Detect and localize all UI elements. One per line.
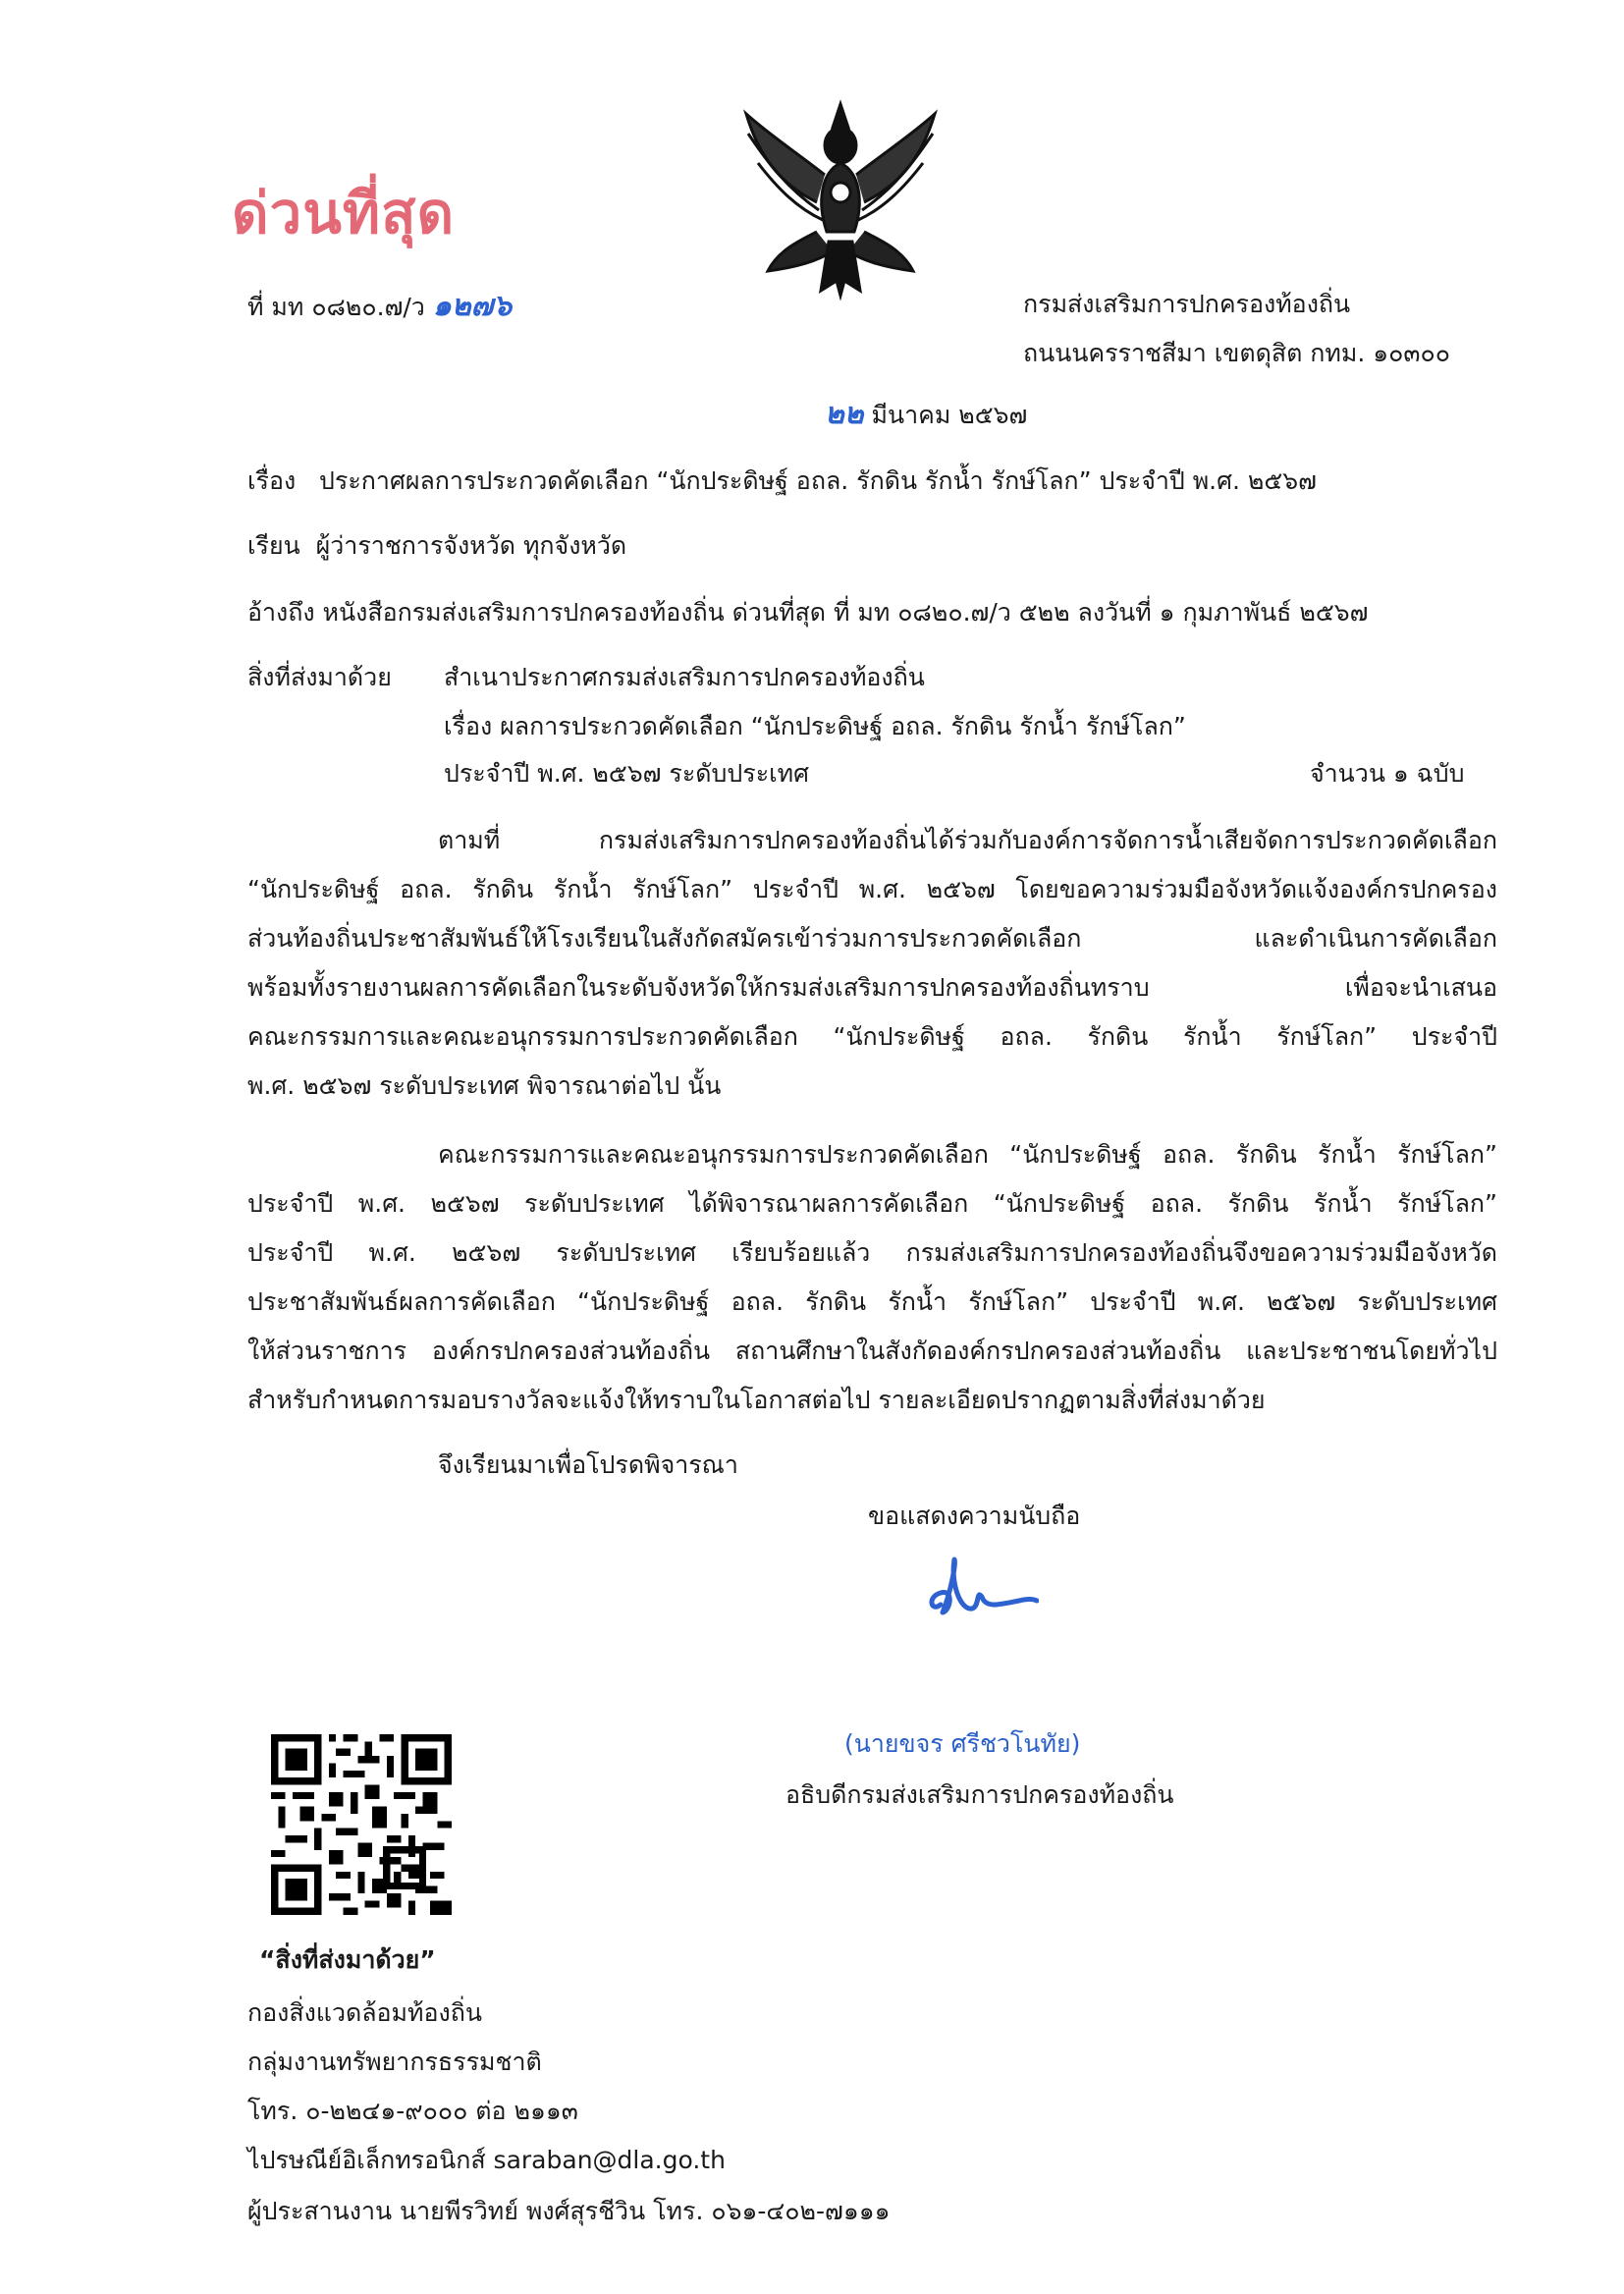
footer-group: กลุ่มงานทรัพยากรธรรมชาติ — [247, 2048, 542, 2076]
subject-label: เรื่อง — [247, 466, 297, 495]
paragraph-1-line: พ.ศ. ๒๕๖๗ ระดับประเทศ พิจารณาต่อไป นั้น — [247, 1071, 722, 1100]
reference-number-handwritten: ๑๒๗๖ — [432, 289, 513, 323]
handwritten-signature-icon — [921, 1554, 1039, 1632]
signatory-name: (นายขจร ศรีชวโนทัย) — [844, 1729, 1081, 1758]
date-month-year: มีนาคม ๒๕๖๗ — [871, 401, 1028, 429]
salutation-text: ผู้ว่าราชการจังหวัด ทุกจังหวัด — [315, 531, 627, 560]
footer-email: ไปรษณีย์อิเล็กทรอนิกส์ saraban@dla.go.th — [247, 2146, 726, 2174]
date-day-handwritten: ๒๒ — [825, 397, 864, 431]
footer-phone: โทร. ๐-๒๒๔๑-๙๐๐๐ ต่อ ๒๑๑๓ — [247, 2097, 578, 2125]
garuda-emblem-icon — [738, 94, 943, 300]
paragraph-2-line: ประชาสัมพันธ์ผลการคัดเลือก “นักประดิษฐ์ อถล. รักดิน รักน้ำ รักษ์โลก” ประจำปี พ.ศ. ๒๕๖๗ ระดับประเทศ — [247, 1287, 1497, 1316]
reference-number — [247, 283, 512, 329]
document-date — [825, 391, 1027, 437]
agency-address: ถนนนครราชสีมา เขตดุสิต กทม. ๑๐๓๐๐ — [1023, 339, 1450, 367]
enclosure-label: สิ่งที่ส่งมาด้วย — [247, 663, 392, 691]
agency-name: กรมส่งเสริมการปกครองท้องถิ่น — [1023, 290, 1351, 318]
salutation-label: เรียน — [247, 531, 300, 560]
paragraph-1-line: พร้อมทั้งรายงานผลการคัดเลือกในระดับจังหวัดให้กรมส่งเสริมการปกครองท้องถิ่นทราบ เพื่อจะนำเสนอ — [247, 973, 1497, 1002]
paragraph-2-line: สำหรับกำหนดการมอบรางวัลจะแจ้งให้ทราบในโอกาสต่อไป รายละเอียดปรากฏตามสิ่งที่ส่งมาด้วย — [247, 1386, 1266, 1414]
paragraph-2-line: ให้ส่วนราชการ องค์กรปกครองส่วนท้องถิ่น สถานศึกษาในสังกัดองค์กรปกครองส่วนท้องถิ่น และประชาชนโดยทั่วไป — [247, 1337, 1497, 1365]
subject-text: ประกาศผลการประกวดคัดเลือก “นักประดิษฐ์ อถล. รักดิน รักน้ำ รักษ์โลก” ประจำปี พ.ศ. ๒๕๖๗ — [319, 466, 1317, 495]
regards-line: ขอแสดงความนับถือ — [868, 1502, 1081, 1530]
paragraph-1-line: ตามที่ กรมส่งเสริมการปกครองท้องถิ่นได้ร่วมกับองค์การจัดการน้ำเสียจัดการประกวดคัดเลือก — [438, 826, 1497, 854]
reference-line: อ้างถึง หนังสือกรมส่งเสริมการปกครองท้องถิ่น ด่วนที่สุด ที่ มท ๐๘๒๐.๗/ว ๕๒๒ ลงวันที่ ๑ กุมภาพันธ์ ๒๕๖๗ — [247, 598, 1369, 627]
qr-code-icon — [271, 1734, 452, 1915]
paragraph-2-line: ประจำปี พ.ศ. ๒๕๖๗ ระดับประเทศ เรียบร้อยแล้ว กรมส่งเสริมการปกครองท้องถิ่นจึงขอความร่วมมือจังหวัด — [247, 1238, 1497, 1267]
enclosure-line-1: สำเนาประกาศกรมส่งเสริมการปกครองท้องถิ่น — [444, 663, 925, 691]
footer-enclosure-note: “สิ่งที่ส่งมาด้วย” — [259, 1945, 436, 1974]
paragraph-1-line: “นักประดิษฐ์ อถล. รักดิน รักน้ำ รักษ์โลก” ประจำปี พ.ศ. ๒๕๖๗ โดยขอความร่วมมือจังหวัดแจ้งองค์กรปกครอง — [247, 875, 1497, 903]
closing-line: จึงเรียนมาเพื่อโปรดพิจารณา — [438, 1450, 738, 1479]
salutation-line — [247, 526, 626, 566]
footer-division: กองสิ่งแวดล้อมท้องถิ่น — [247, 1998, 482, 2027]
enclosure-line-2: เรื่อง ผลการประกวดคัดเลือก “นักประดิษฐ์ อถล. รักดิน รักน้ำ รักษ์โลก” — [444, 712, 1186, 740]
paragraph-1-line: คณะกรรมการและคณะอนุกรรมการประกวดคัดเลือก “นักประดิษฐ์ อถล. รักดิน รักน้ำ รักษ์โลก” ประจำปี — [247, 1022, 1497, 1051]
paragraph-2-line: ประจำปี พ.ศ. ๒๕๖๗ ระดับประเทศ ได้พิจารณาผลการคัดเลือก “นักประดิษฐ์ อถล. รักดิน รักน้ำ รักษ์โลก” — [247, 1189, 1497, 1218]
footer-coordinator: ผู้ประสานงาน นายพีรวิทย์ พงศ์สุรชีวิน โทร. ๐๖๑-๔๐๒-๗๑๑๑ — [247, 2197, 891, 2225]
enclosure-line-3: ประจำปี พ.ศ. ๒๕๖๗ ระดับประเทศ — [444, 759, 810, 788]
enclosure-quantity: จำนวน ๑ ฉบับ — [1310, 759, 1465, 788]
paragraph-2-line: คณะกรรมการและคณะอนุกรรมการประกวดคัดเลือก “นักประดิษฐ์ อถล. รักดิน รักน้ำ รักษ์โลก” — [438, 1140, 1497, 1169]
subject-line — [247, 462, 1317, 501]
signatory-position: อธิบดีกรมส่งเสริมการปกครองท้องถิ่น — [785, 1780, 1174, 1809]
paragraph-1-line: ส่วนท้องถิ่นประชาสัมพันธ์ให้โรงเรียนในสังกัดสมัครเข้าร่วมการประกวดคัดเลือก และดำเนินการคัดเลือก — [247, 924, 1497, 953]
reference-prefix: ที่ มท ๐๘๒๐.๗/ว — [247, 293, 425, 321]
urgent-stamp: ด่วนที่สุด — [232, 180, 456, 246]
